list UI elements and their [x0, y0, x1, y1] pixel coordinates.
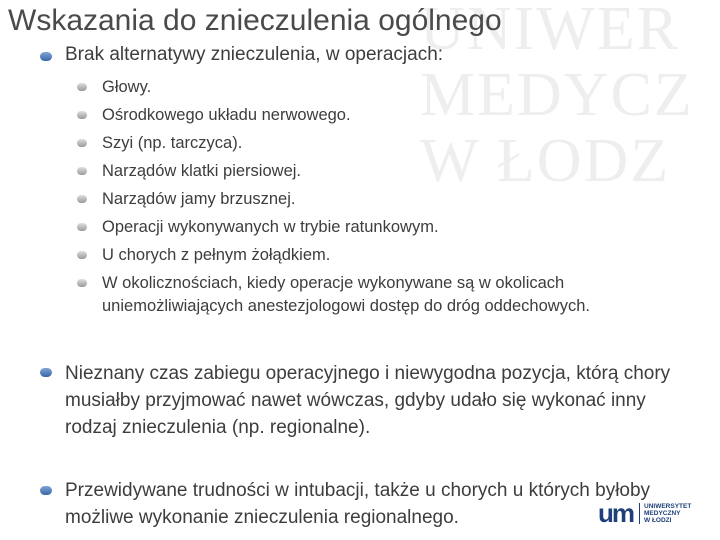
bullet-text-1: Brak alternatywy znieczulenia, w operacjach:: [65, 44, 444, 65]
bullet-icon: [40, 486, 52, 495]
subitem-text: Szyi (np. tarczyca).: [102, 134, 243, 152]
subbullet-icon: [77, 251, 87, 259]
subbullet-icon: [77, 195, 87, 203]
logo-text: [639, 503, 691, 524]
university-logo: [598, 500, 691, 526]
watermark-line-3: W ŁODZ: [420, 127, 671, 195]
logo-line-3: W ŁODZI: [644, 516, 672, 524]
subbullet-icon: [77, 279, 87, 287]
logo-line-2: MEDYCZNY: [644, 509, 681, 517]
logo-mark: um: [598, 498, 633, 528]
watermark-line-2: MEDYCZ: [420, 61, 694, 129]
subitem-text: U chorych z pełnym żołądkiem.: [102, 246, 331, 264]
subbullet-icon: [77, 139, 87, 147]
watermark-line-1: UNIWER: [420, 0, 680, 63]
subitem-text: W okolicznościach, kiedy operacje wykonywane są w okolicach uniemożliwiających anestezjologowi dostęp do dróg oddechowych.: [102, 274, 590, 315]
bullet-text-2: Nieznany czas zabiegu operacyjnego i niewygodna pozycja, którą chory musiałby przyjmować nawet wówczas, gdyby udało się wykonać inny rodzaj znieczulenia (np. regionalne).: [65, 363, 671, 438]
logo-line-1: UNIWERSYTET: [644, 502, 692, 510]
subitem-text: Narządów jamy brzusznej.: [102, 190, 296, 208]
bullet-text-3: Przewidywane trudności w intubacji, także u chorych u których byłoby możliwe wykonanie znieczulenia regionalnego.: [65, 480, 651, 528]
subbullet-icon: [77, 83, 87, 91]
subbullet-icon: [77, 111, 87, 119]
subitem-text: Operacji wykonywanych w trybie ratunkowym.: [102, 218, 439, 236]
subbullet-icon: [77, 223, 87, 231]
bullet-icon: [40, 368, 52, 377]
subitem-text: Głowy.: [102, 78, 152, 96]
subitem-text: Narządów klatki piersiowej.: [102, 162, 301, 180]
subbullet-icon: [77, 167, 87, 175]
slide-title: Wskazania do znieczulenia ogólnego: [8, 4, 502, 37]
bullet-icon: [40, 52, 52, 61]
subitem-text: Ośrodkowego układu nerwowego.: [102, 106, 351, 124]
